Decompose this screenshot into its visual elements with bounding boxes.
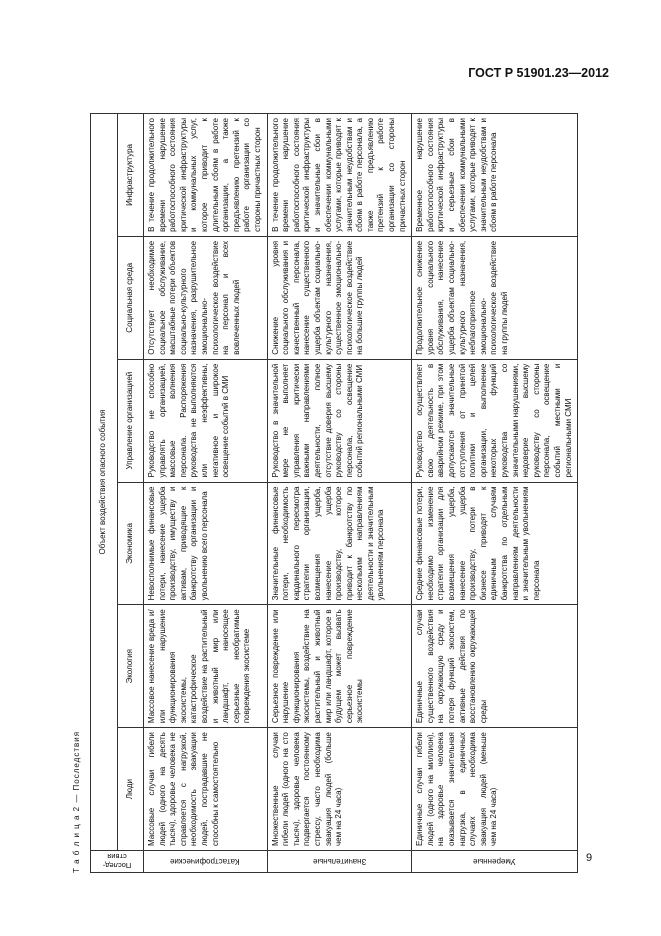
table-caption: Т а б л и ц а 2 — Последствия [72, 730, 81, 873]
column-header: Люди [117, 728, 144, 851]
severity-label: Катастрофические [170, 857, 241, 867]
table-cell: Снижение уровня социального обслуживания и качественный персонала, нанесение существенного ущерба объектам социально-культурного назначения, существенное эмоционально-психологическое воздействие на большие группы людей [267, 236, 412, 359]
table-cell: Массовое нанесение вреда и/или нарушение функционирования экосистемы, катастрофическое воздействие на растительный и животный мир или ландшафт, наносящее серьезные необратимые повреждения экосистеме [144, 605, 268, 728]
table-cell: Временное нарушение работоспособного состояния критической инфраструктуры и серьезные сбои в обеспечении коммунальными услугами, которые приводят к значительным неудобствам и сбоям в работе персонала [412, 114, 578, 237]
severity-cell [144, 851, 268, 873]
group-header: Объект воздействия опасного события [91, 114, 118, 851]
severity-label: Умеренные [473, 857, 516, 867]
table-cell: Значительные финансовые потери, необходимость кардинального пересмотра стратегии организации, возмещения ущерба, нанесение ущерба производству, которое приводит к банкротству по нескольким направлениям деятельности и значительным увольнениям персонала [267, 482, 412, 605]
table-cell: Серьезное повреждение или нарушение функционирования экосистемы, воздействие на растительный и животный мир или ландшафт, которое в будущем может вызвать серьезное повреждение экосистемы [267, 605, 412, 728]
column-header-row [117, 114, 144, 873]
severity-cell [267, 851, 412, 873]
rotated-table-area [68, 93, 573, 893]
standard-header: ГОСТ Р 51901.23—2012 [468, 66, 609, 80]
column-header: Экономика [117, 482, 144, 605]
column-header: Социальная среда [117, 236, 144, 359]
table-cell: Руководство в значительной мере не выполняет управления критически важными направлениями деятельности, полное отсутствие доверия высшему руководству со стороны персонала, освещение событий региональными СМИ [267, 359, 412, 482]
table-cell: Средние финансовые потери, необходимо изменение стратегии организации для возмещения ущерба, нанесение ущерба производству, потери в бизнесе приводят к единичным случаям банкротства по отдельным направлениям деятельности и значительным увольнениям персонала [412, 482, 578, 605]
table-cell: Руководство осуществляет свою деятельность в аварийном режиме, при этом допускаются значительные отступления от принятой политики и целей организации, выполнение некоторых функций руководства со значительными нарушениями, недоверие высшему руководству со стороны персонала, освещение событий местными и региональными СМИ [412, 359, 578, 482]
table-header-row [91, 114, 118, 873]
consequences-table [90, 113, 578, 873]
table-cell: Множественные случаи гибели людей (одного на сто тысяч), здоровье человека подвергается постоянному стрессу, часто необходима эвакуация людей (больше чем на 24 часа) [267, 728, 412, 851]
column-header: Управление организацией [117, 359, 144, 482]
table-frame [68, 93, 573, 893]
table-cell: Единичные случаи гибели людей (одного на миллион), на здоровье человека оказывается значительная нагрузка, в единичных случаях необходима эвакуация людей (меньше чем на 24 часа) [412, 728, 578, 851]
table-row [412, 114, 578, 873]
table-cell: Массовые случаи гибели людей (одного на десять тысяч), здоровье человека не справляется с нагрузкой, необходимость эвакуации людей, пострадавшие не способны к самостоятельно [144, 728, 268, 851]
table-cell: В течение продолжительного времени нарушение работоспособного состояния критической инфраструктуры и коммунальных услуг, которое приводит к длительным сбоям в работе организации, а также предъявлению претензий к работе организации со стороны причастных сторон [144, 114, 268, 237]
table-cell: Руководство не способно управлять организацией, массовые волнения персонала. Распоряжения руководства не выполняются или неэффективны, негативное и широкое освещение событий в СМИ [144, 359, 268, 482]
severity-cell [412, 851, 578, 873]
table-cell: Единичные случаи существенного воздействия на окружающую среду и потеря функций экосистем, активные действия по восстановлению окружающей среды [412, 605, 578, 728]
table-cell: Продолжительное снижение уровня социального обслуживания, нанесение ущерба объектам социально-культурного назначения, неблагоприятное эмоционально-психологическое воздействие на группы людей [412, 236, 578, 359]
table-row [267, 114, 412, 873]
table-row [144, 114, 268, 873]
column-header: Экология [117, 605, 144, 728]
column-header: Инфраструктура [117, 114, 144, 237]
page-number: 9 [586, 852, 593, 864]
table-cell: Невосполнимые финансовые потери, нанесение ущерба производству, имуществу и активам, приводящие к банкротству организации и увольнению всего персонала [144, 482, 268, 605]
severity-label: Значительные [312, 857, 367, 867]
corner-header-cell [91, 851, 144, 873]
table-cell: Отсутствует необходимое социальное обслуживание, масштабные потери объектов социально-культурного назначения, разрушительное эмоционально-психологическое воздействие на персонал и всех вовлеченных людей [144, 236, 268, 359]
table-cell: В течение продолжительного времени нарушение работоспособного состояния критической инфраструктуры и значительные сбои в обеспечении коммунальными услугами, которые приводят к значительным неудобствам и сбоям в работе персонала, а также предъявлению претензий к работе организации со стороны причастных сторон [267, 114, 412, 237]
corner-label: Послед- ствия [102, 852, 132, 871]
